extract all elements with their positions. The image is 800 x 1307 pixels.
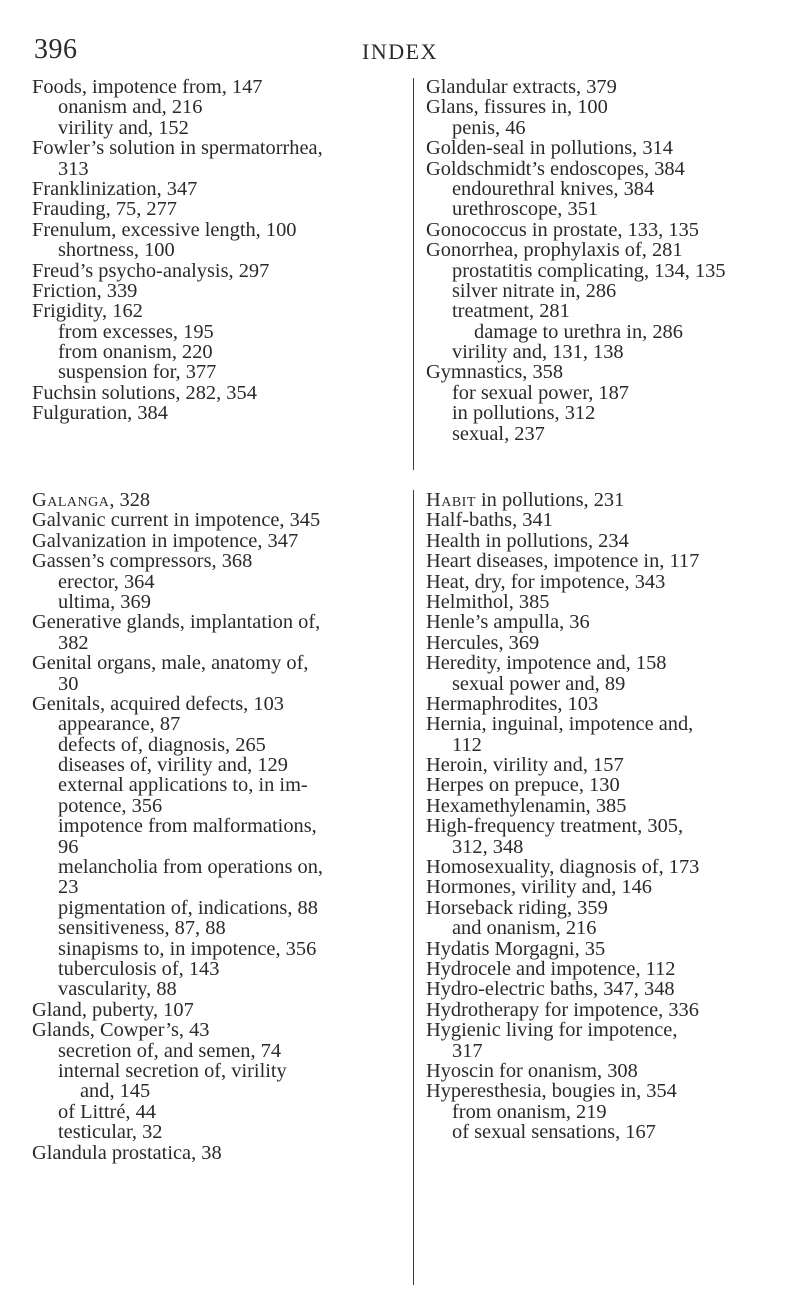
index-entry: 30 <box>58 672 79 695</box>
index-entry: Frauding, 75, 277 <box>32 198 177 221</box>
entry-text: , 328 <box>109 489 151 511</box>
index-entry: Hyoscin for onanism, 308 <box>426 1059 638 1082</box>
index-entry: erector, 364 <box>58 570 155 593</box>
index-entry: Hexamethylenamin, 385 <box>426 794 627 817</box>
index-entry: from onanism, 219 <box>452 1100 607 1123</box>
index-entry: Heart diseases, impotence in, 117 <box>426 550 700 573</box>
index-entry: Hydrotherapy for impotence, 336 <box>426 998 699 1021</box>
index-entry: secretion of, and semen, 74 <box>58 1039 282 1062</box>
index-entry: vascularity, 88 <box>58 978 177 1001</box>
index-entry: 312, 348 <box>452 835 524 858</box>
index-entry: Gymnastics, 358 <box>426 361 564 384</box>
index-entry: Friction, 339 <box>32 279 138 302</box>
index-entry: Heroin, virility and, 157 <box>426 754 624 777</box>
section-lead-word: Galanga <box>32 489 110 511</box>
index-entry: 317 <box>452 1039 483 1062</box>
index-entry: penis, 46 <box>452 116 526 139</box>
index-entry: 112 <box>452 733 482 756</box>
section-lead-word: Habit <box>426 489 476 511</box>
index-entry: melancholia from operations on, <box>58 856 323 879</box>
index-entry: suspension for, 377 <box>58 361 217 384</box>
index-entry: sexual, 237 <box>452 422 545 445</box>
index-column-left-top <box>32 77 407 424</box>
index-entry: Freud’s psycho-analysis, 297 <box>32 259 270 282</box>
index-entry: Health in pollutions, 234 <box>426 529 629 552</box>
index-entry: Henle’s ampulla, 36 <box>426 611 590 634</box>
index-entry: Gonococcus in prostate, 133, 135 <box>426 218 699 241</box>
index-entry: sexual power and, 89 <box>452 672 626 695</box>
index-entry: Glands, Cowper’s, 43 <box>32 1019 210 1042</box>
index-entry: testicular, 32 <box>58 1121 163 1144</box>
index-entry: virility and, 131, 138 <box>452 341 624 364</box>
index-entry: Gland, puberty, 107 <box>32 998 194 1021</box>
running-title: INDEX <box>362 39 438 64</box>
index-entry: diseases of, virility and, 129 <box>58 754 288 777</box>
index-entry: Golden-seal in pollutions, 314 <box>426 137 673 160</box>
index-entry: Helmithol, 385 <box>426 590 550 613</box>
index-entry: sensitiveness, 87, 88 <box>58 917 226 940</box>
index-entry: from excesses, 195 <box>58 320 214 343</box>
index-entry: Fuchsin solutions, 282, 354 <box>32 381 257 404</box>
index-entry: Genital organs, male, anatomy of, <box>32 652 309 675</box>
index-entry: Glandula prostatica, 38 <box>32 1141 222 1164</box>
index-entry: and onanism, 216 <box>452 917 597 940</box>
index-entry: Galvanization in impotence, 347 <box>32 529 299 552</box>
index-entry: onanism and, 216 <box>58 96 203 119</box>
index-entry: Half-baths, 341 <box>426 509 553 532</box>
index-entry: Hydatis Morgagni, 35 <box>426 937 606 960</box>
index-entry: 96 <box>58 835 79 858</box>
index-entry: Foods, impotence from, 147 <box>32 76 263 98</box>
index-entry: Glandular extracts, 379 <box>426 76 617 98</box>
index-entry: of sexual sensations, 167 <box>452 1121 656 1144</box>
index-entry: Fulguration, 384 <box>32 402 168 425</box>
index-entry: Frigidity, 162 <box>32 300 143 323</box>
index-entry <box>32 490 407 510</box>
index-entry: Herpes on prepuce, 130 <box>426 774 620 797</box>
index-entry: Gassen’s compressors, 368 <box>32 550 253 573</box>
index-entry: Galvanic current in impotence, 345 <box>32 509 321 532</box>
index-entry: shortness, 100 <box>58 239 175 262</box>
index-entry: Glans, fissures in, 100 <box>426 96 608 119</box>
index-entry: 23 <box>58 876 79 899</box>
index-entry: 313 <box>58 157 89 180</box>
index-entry: silver nitrate in, 286 <box>452 279 617 302</box>
index-entry: Franklinization, 347 <box>32 177 198 200</box>
index-entry <box>426 490 800 510</box>
index-entry: urethroscope, 351 <box>452 198 599 221</box>
index-entry: High-frequency treatment, 305, <box>426 815 684 838</box>
index-column-right-bottom <box>426 490 800 1143</box>
index-column-left-bottom <box>32 490 407 1163</box>
index-entry: Gonorrhea, prophylaxis of, 281 <box>426 239 683 262</box>
index-entry: Fowler’s solution in spermatorrhea, <box>32 137 323 160</box>
index-entry: Hernia, inguinal, impotence and, <box>426 713 694 736</box>
entry-text: in pollutions, 231 <box>475 489 625 511</box>
index-entry: Hermaphrodites, 103 <box>426 692 599 715</box>
index-entry: Homosexuality, diagnosis of, 173 <box>426 856 700 879</box>
index-entry: Heat, dry, for impotence, 343 <box>426 570 666 593</box>
index-entry: from onanism, 220 <box>58 341 213 364</box>
index-entry: Frenulum, excessive length, 100 <box>32 218 297 241</box>
index-entry: defects of, diagnosis, 265 <box>58 733 266 756</box>
index-entry: and, 145 <box>80 1080 151 1103</box>
page-header <box>0 34 800 70</box>
index-entry: ultima, 369 <box>58 590 151 613</box>
page-number: 396 <box>34 34 78 65</box>
index-entry: treatment, 281 <box>452 300 570 323</box>
index-entry: Hormones, virility and, 146 <box>426 876 652 899</box>
index-column-right-top <box>426 77 800 444</box>
index-entry: appearance, 87 <box>58 713 181 736</box>
index-entry: Goldschmidt’s endoscopes, 384 <box>426 157 685 180</box>
index-entry: tuberculosis of, 143 <box>58 957 220 980</box>
index-entry: Heredity, impotence and, 158 <box>426 652 667 675</box>
index-entry: Hercules, 369 <box>426 631 540 654</box>
index-entry: Generative glands, implantation of, <box>32 611 321 634</box>
column-divider-bottom <box>413 490 414 1285</box>
index-entry: in pollutions, 312 <box>452 402 596 425</box>
index-entry: sinapisms to, in impotence, 356 <box>58 937 317 960</box>
index-entry: Hygienic living for impotence, <box>426 1019 678 1042</box>
index-entry: Hyperesthesia, bougies in, 354 <box>426 1080 677 1103</box>
index-entry: 382 <box>58 631 89 654</box>
index-entry: potence, 356 <box>58 794 163 817</box>
index-entry: Hydrocele and impotence, 112 <box>426 957 676 980</box>
index-entry: pigmentation of, indications, 88 <box>58 896 318 919</box>
index-entry: of Littré, 44 <box>58 1100 156 1123</box>
index-entry: for sexual power, 187 <box>452 381 629 404</box>
index-entry: Hydro-electric baths, 347, 348 <box>426 978 675 1001</box>
index-entry: virility and, 152 <box>58 116 189 139</box>
index-entry: external applications to, in im- <box>58 774 308 797</box>
index-entry: impotence from malformations, <box>58 815 317 838</box>
index-entry: Genitals, acquired defects, 103 <box>32 692 284 715</box>
index-entry: damage to urethra in, 286 <box>474 320 683 343</box>
index-entry: Horseback riding, 359 <box>426 896 608 919</box>
column-divider-top <box>413 78 414 470</box>
index-entry: internal secretion of, virility <box>58 1059 287 1082</box>
index-entry: endourethral knives, 384 <box>452 177 655 200</box>
index-entry: prostatitis complicating, 134, 135 <box>452 259 726 282</box>
